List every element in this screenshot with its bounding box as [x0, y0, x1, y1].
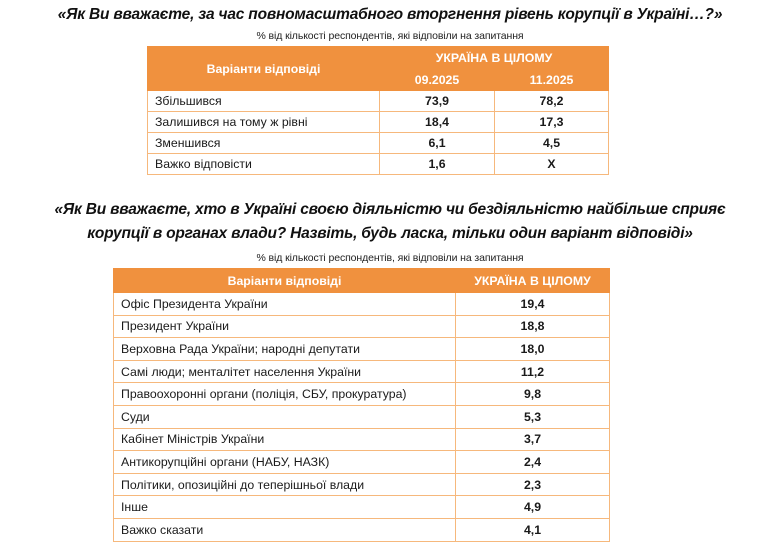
table-row: [114, 405, 610, 428]
question-block-2: [0, 196, 780, 542]
table-row: [148, 133, 609, 154]
table-2-row-4-label: Правоохоронні органи (поліція, СБУ, прокуратура): [114, 383, 456, 406]
table-2-row-8-value: 2,3: [456, 473, 610, 496]
table-2-row-7-value: 2,4: [456, 451, 610, 474]
table-2-row-1-value: 18,8: [456, 315, 610, 338]
table-row: [114, 383, 610, 406]
table-1-header: [148, 47, 609, 91]
table-1-header-row-group: [148, 47, 609, 69]
table-1-row-2-label: Зменшився: [148, 133, 380, 154]
results-table-1: [147, 46, 609, 175]
table-1-row-2-value-11-2025: 4,5: [495, 133, 609, 154]
table-row: [114, 338, 610, 361]
table-2-row-2-label: Верховна Рада України; народні депутати: [114, 338, 456, 361]
table-1-row-0-label: Збільшився: [148, 91, 380, 112]
table-1-row-0-value-09-2025: 73,9: [380, 91, 495, 112]
table-2-row-0-value: 19,4: [456, 293, 610, 316]
table-1-row-0-value-11-2025: 78,2: [495, 91, 609, 112]
table-row: [148, 154, 609, 175]
table-row: [114, 293, 610, 316]
table-2-row-0-label: Офіс Президента України: [114, 293, 456, 316]
table-2-col-header-options: Варіанти відповіді: [114, 269, 456, 293]
table-2-body: [114, 293, 610, 542]
table-1-col-header-11-2025: 11.2025: [495, 69, 609, 91]
table-2-row-3-value: 11,2: [456, 360, 610, 383]
table-1-group-header-ukraine: УКРАЇНА В ЦІЛОМУ: [380, 47, 609, 69]
table-2-row-8-label: Політики, опозиційні до теперішньої влади: [114, 473, 456, 496]
table-1-row-3-label: Важко відповісти: [148, 154, 380, 175]
question-title-2-line-2: корупції в органах влади? Назвіть, будь ласка, тільки один варіант відповіді»: [87, 225, 693, 242]
table-row: [114, 315, 610, 338]
table-1-row-1-label: Залишився на тому ж рівні: [148, 112, 380, 133]
table-row: [114, 360, 610, 383]
table-2-header-row: [114, 269, 610, 293]
table-2-row-4-value: 9,8: [456, 383, 610, 406]
table-2-row-6-value: 3,7: [456, 428, 610, 451]
table-row: [148, 112, 609, 133]
table-row: [114, 428, 610, 451]
question-title-1: «Як Ви вважаєте, за час повномасштабного вторгнення рівень корупції в Україні…?»: [57, 6, 723, 23]
table-1-row-2-value-09-2025: 6,1: [380, 133, 495, 154]
question-subtitle-1: % від кількості респондентів, які відповіли на запитання: [256, 30, 524, 42]
question-block-1: [0, 0, 780, 175]
table-2-row-9-label: Інше: [114, 496, 456, 519]
table-2-row-6-label: Кабінет Міністрів України: [114, 428, 456, 451]
table-2-row-10-label: Важко сказати: [114, 518, 456, 541]
table-row: [114, 496, 610, 519]
table-1-body: [148, 91, 609, 175]
question-subtitle-2: % від кількості респондентів, які відповіли на запитання: [256, 252, 524, 264]
table-2-row-7-label: Антикорупційні органи (НАБУ, НАЗК): [114, 451, 456, 474]
table-1-row-3-value-11-2025: X: [495, 154, 609, 175]
table-1-col-header-0 9-2025: 09.2025: [380, 69, 495, 91]
table-row: [114, 473, 610, 496]
table-2-row-5-label: Суди: [114, 405, 456, 428]
table-1-row-1-value-11-2025: 17,3: [495, 112, 609, 133]
table-row: [114, 518, 610, 541]
table-1-col-header-options: Варіанти відповіді: [148, 47, 380, 91]
table-2-header: [114, 269, 610, 293]
table-1-row-1-value-09-2025: 18,4: [380, 112, 495, 133]
table-2-row-2-value: 18,0: [456, 338, 610, 361]
table-2-row-1-label: Президент України: [114, 315, 456, 338]
table-2-col-header-ukraine: УКРАЇНА В ЦІЛОМУ: [456, 269, 610, 293]
table-1-row-3-value-09-2025: 1,6: [380, 154, 495, 175]
table-row: [148, 91, 609, 112]
results-table-2: [113, 268, 610, 542]
table-2-row-9-value: 4,9: [456, 496, 610, 519]
table-row: [114, 451, 610, 474]
question-title-2-line-1: «Як Ви вважаєте, хто в Україні своєю діяльністю чи бездіяльністю найбільше сприяє: [54, 201, 726, 218]
table-2-row-3-label: Самі люди; менталітет населення України: [114, 360, 456, 383]
table-2-row-5-value: 5,3: [456, 405, 610, 428]
table-2-row-10-value: 4,1: [456, 518, 610, 541]
question-title-2: [0, 196, 780, 246]
